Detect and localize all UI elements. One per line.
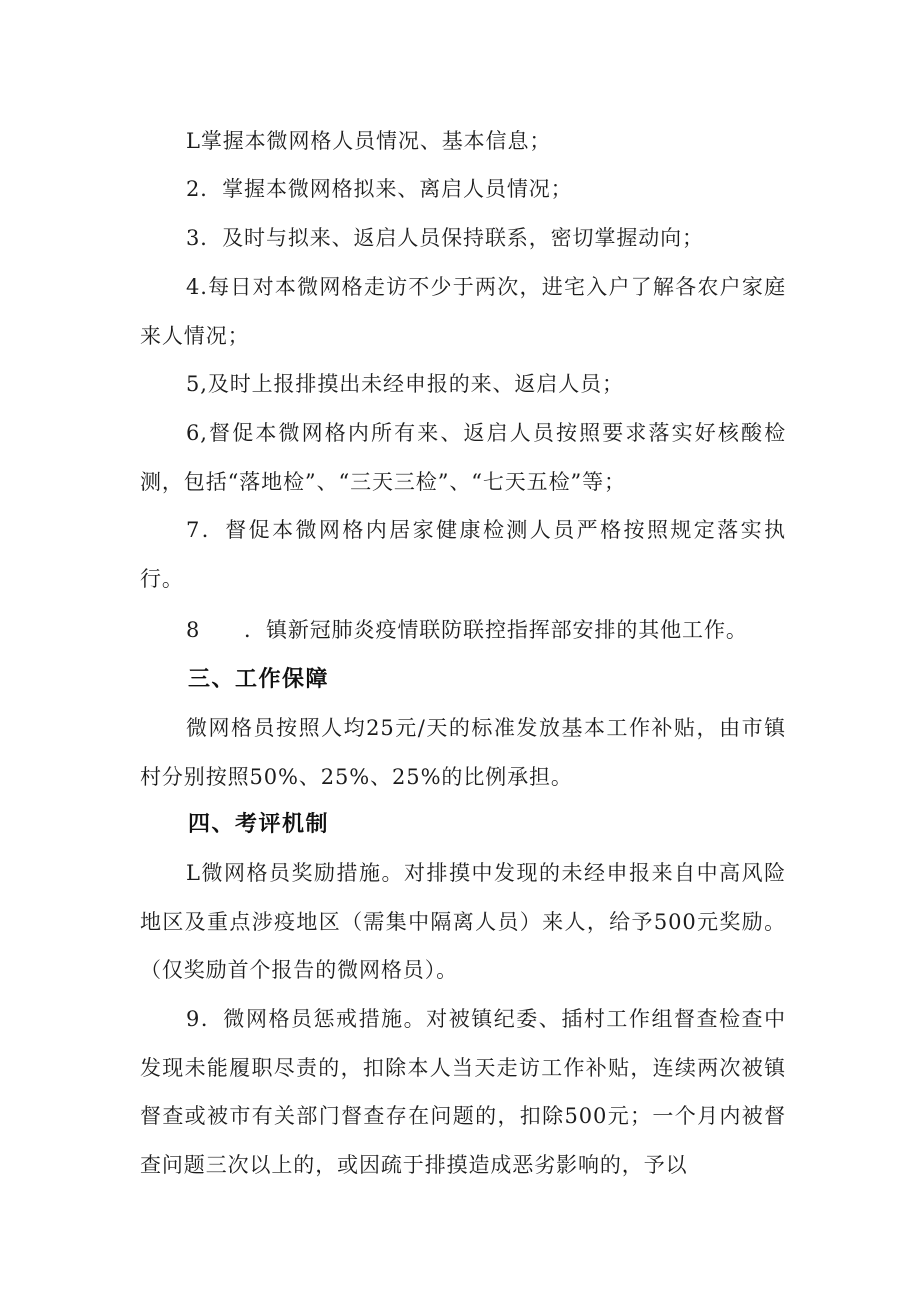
duty-item-2: 2．掌握本微网格拟来、离启人员情况； bbox=[186, 177, 573, 201]
reward-paragraph: L微网格员奖励措施。对排摸中发现的未经申报来自中高风险地区及重点涉疫地区（需集中隔离人员）来人，给予500元奖励。（仅奖励首个报告的微网格员）。 bbox=[140, 861, 786, 982]
section-heading-work-guarantee: 三、工作保障 bbox=[188, 667, 330, 692]
duty-item-8: 8 ．镇新冠肺炎疫情联防联控指挥部安排的其他工作。 bbox=[186, 618, 748, 642]
duty-item-1: L掌握本微网格人员情况、基本信息； bbox=[186, 129, 552, 153]
duty-item-3: 3．及时与拟来、返启人员保持联系，密切掌握动向； bbox=[186, 226, 704, 250]
duty-item-6: 6,督促本微网格内所有来、返启人员按照要求落实好核酸检测，包括“落地检”、“三天三检”、“七天五检”等； bbox=[140, 421, 786, 494]
duty-item-7: 7．督促本微网格内居家健康检测人员严格按照规定落实执行。 bbox=[140, 518, 786, 591]
penalty-paragraph: 9．微网格员惩戒措施。对被镇纪委、插村工作组督查检查中发现未能履职尽责的，扣除本人当天走访工作补贴，连续两次被镇督查或被市有关部门督查存在问题的，扣除500元；一个月内被督查问题三次以上的，或因疏于排摸造成恶劣影响的，予以 bbox=[140, 1007, 786, 1177]
subsidy-paragraph: 微网格员按照人均25元/天的标准发放基本工作补贴，由市镇村分别按照50%、25%、25%的比例承担。 bbox=[140, 716, 786, 789]
duty-item-5: 5,及时上报排摸出未经申报的来、返启人员； bbox=[186, 372, 624, 396]
section-heading-evaluation: 四、考评机制 bbox=[188, 812, 330, 837]
duty-item-4: 4.每日对本微网格走访不少于两次，进宅入户了解各农户家庭来人情况； bbox=[140, 275, 786, 348]
